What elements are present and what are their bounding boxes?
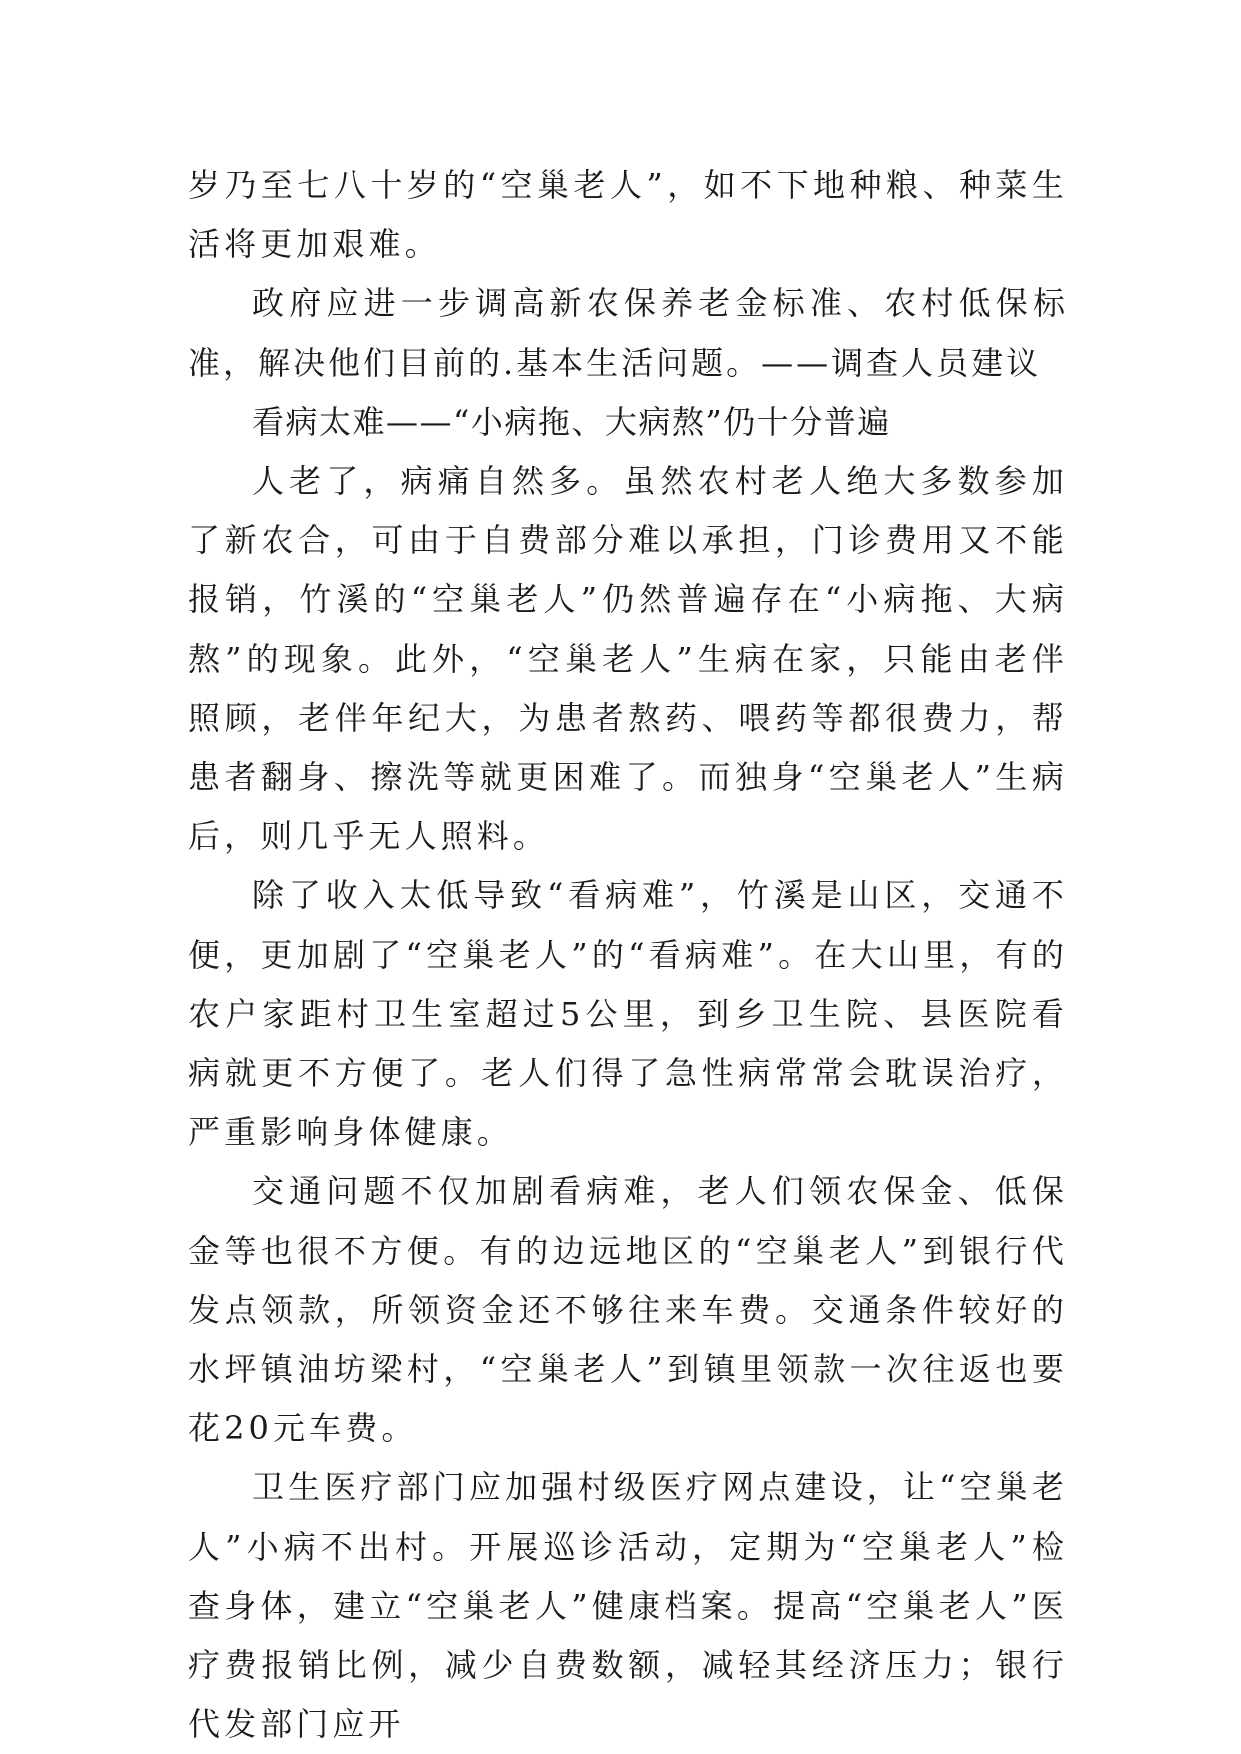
paragraph-continuation: 岁乃至七八十岁的“空巢老人”，如不下地种粮、种菜生活将更加艰难。 xyxy=(188,166,1068,264)
paragraph-government-recommendation: 政府应进一步调高新农保养老金标准、农村低保标准，解决他们目前的.基本生活问题。——调查人员建议 xyxy=(188,284,1068,382)
paragraph-health-recommendation: 卫生医疗部门应加强村级医疗网点建设，让“空巢老人”小病不出村。开展巡诊活动，定期为“空巢老人”检查身体，建立“空巢老人”健康档案。提高“空巢老人”医疗费报销比例，减少自费数额，减轻其经济压力；银行代发部门应开 xyxy=(188,1468,1068,1744)
paragraph-illness: 人老了，病痛自然多。虽然农村老人绝大多数参加了新农合，可由于自费部分难以承担，门诊费用又不能报销，竹溪的“空巢老人”仍然普遍存在“小病拖、大病熬”的现象。此外，“空巢老人”生病在家，只能由老伴照顾，老伴年纪大，为患者熬药、喂药等都很费力，帮患者翻身、擦洗等就更困难了。而独身“空巢老人”生病后，则几乎无人照料。 xyxy=(188,462,1068,856)
section-heading-medical-difficulty: 看病太难——“小病拖、大病熬”仍十分普遍 xyxy=(252,402,891,441)
paragraph-transport-medical: 除了收入太低导致“看病难”，竹溪是山区，交通不便，更加剧了“空巢老人”的“看病难”。在大山里，有的农户家距村卫生室超过5公里，到乡卫生院、县医院看病就更不方便了。老人们得了急性病常常会耽误治疗，严重影响身体健康。 xyxy=(188,876,1068,1152)
document-body xyxy=(188,156,1068,1754)
paragraph-transport-funds: 交通问题不仅加剧看病难，老人们领农保金、低保金等也很不方便。有的边远地区的“空巢老人”到银行代发点领款，所领资金还不够往来车费。交通条件较好的水坪镇油坊梁村，“空巢老人”到镇里领款一次往返也要花20元车费。 xyxy=(188,1172,1068,1448)
